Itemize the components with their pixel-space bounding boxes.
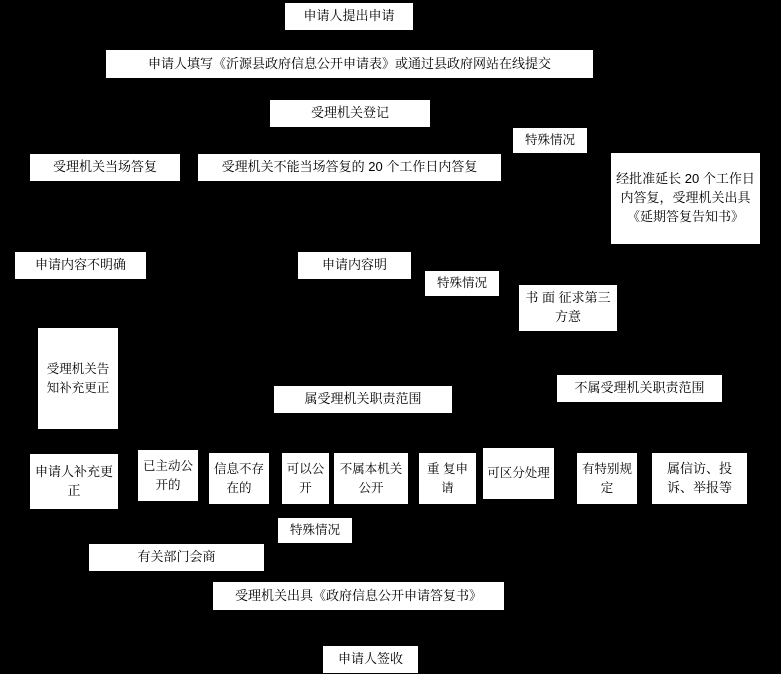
flowchart-node: 信息不存在的 (208, 452, 270, 505)
flowchart-node: 有特别规定 (576, 452, 638, 505)
flowchart-node: 属信访、投诉、举报等 (651, 452, 748, 505)
flowchart-node: 不属受理机关职责范围 (556, 374, 723, 403)
flowchart-node: 特殊情况 (512, 127, 588, 154)
flowchart-node: 属受理机关职责范围 (273, 385, 453, 414)
flowchart-node: 申请人补充更正 (29, 453, 119, 510)
flowchart-node: 经批准延长 20 个工作日内答复，受理机关出具《延期答复告知书》 (610, 152, 761, 245)
flowchart-node: 受理机关当场答复 (29, 153, 181, 182)
flowchart-node: 书 面 征求第三方意 (518, 284, 618, 332)
flowchart-node: 申请人提出申请 (284, 2, 414, 31)
flowchart-node: 已主动公开的 (137, 449, 199, 502)
flowchart-node: 受理机关登记 (269, 99, 431, 128)
flowchart-node: 可以公开 (281, 452, 330, 505)
flowchart-node: 特殊情况 (424, 270, 500, 297)
flowchart-node: 受理机关告知补充更正 (37, 327, 119, 430)
flowchart-node: 特殊情况 (277, 517, 353, 544)
flowchart-node: 重 复申请 (418, 452, 477, 505)
flowchart-node: 申请人填写《沂源县政府信息公开申请表》或通过县政府网站在线提交 (105, 49, 594, 79)
flowchart-node: 受理机关出具《政府信息公开申请答复书》 (212, 581, 505, 611)
flowchart-node: 可区分处理 (482, 447, 555, 500)
flowchart-node: 有关部门会商 (88, 543, 265, 572)
flowchart-node: 申请人签收 (322, 645, 419, 674)
flowchart-node: 申请内容明 (297, 251, 412, 280)
flowchart-node: 受理机关不能当场答复的 20 个工作日内答复 (197, 153, 502, 182)
flowchart-node: 不属本机关公开 (333, 452, 409, 505)
flowchart-node: 申请内容不明确 (14, 251, 147, 280)
